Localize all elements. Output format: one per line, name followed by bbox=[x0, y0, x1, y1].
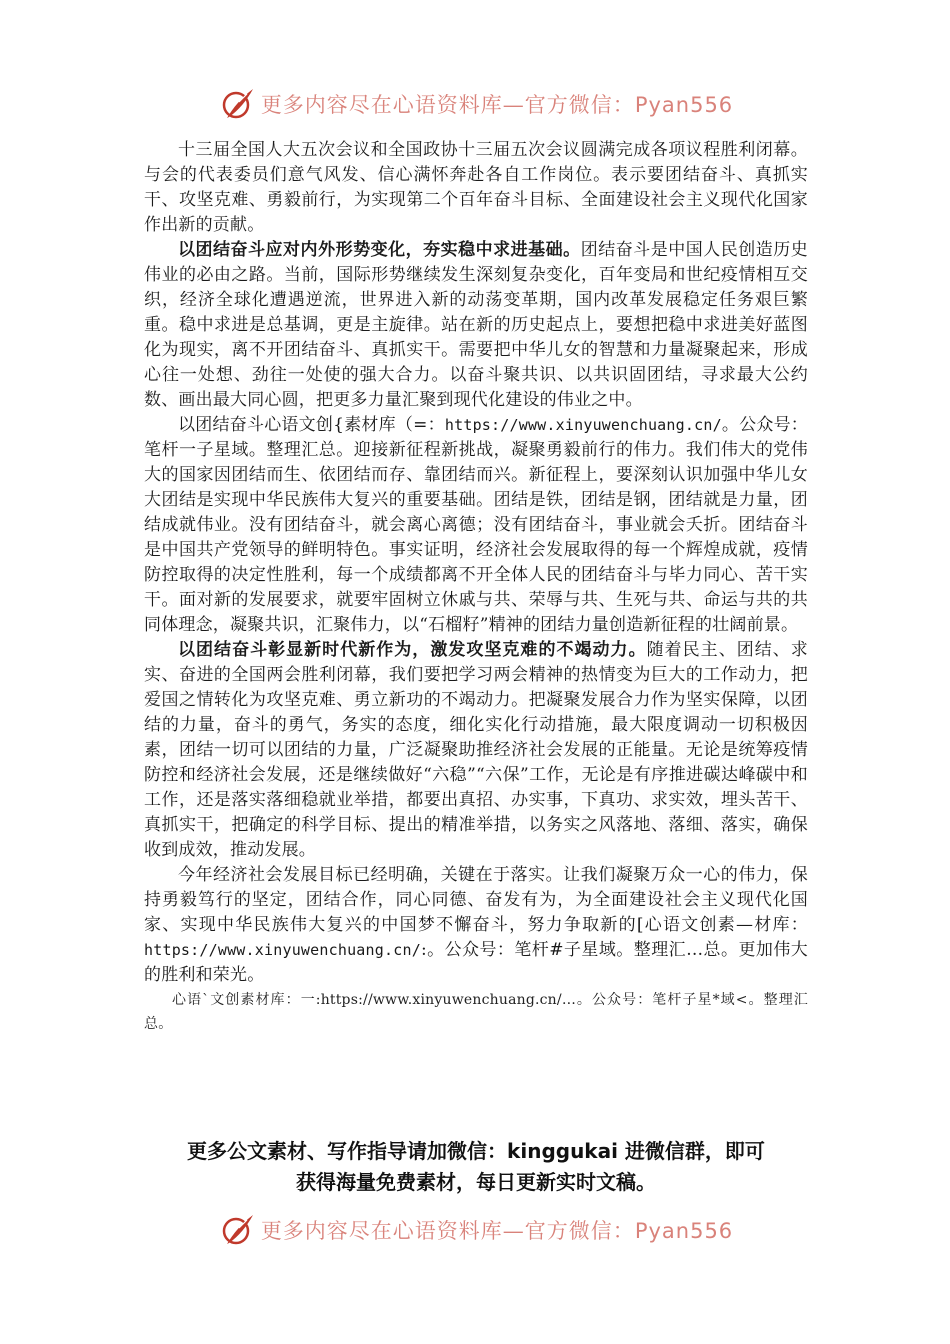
paragraph-2: 以团结奋斗应对内外形势变化，夯实稳中求进基础。团结奋斗是中国人民创造历史伟业的必由之路。当前，国际形势继续发生深刻复杂变化，百年变局和世纪疫情相互交织，经济全球化遭遇逆流，世界进入新的动荡变革期，国内改革发展稳定任务艰巨繁重。稳中求进是总基调，更是主旋律。站在新的历史起点上，要想把稳中求进美好蓝图化为现实，离不开团结奋斗、真抓实干。需要把中华儿女的智慧和力量凝聚起来，形成心往一处想、劲往一处使的强大合力。以奋斗聚共识、以共识固团结，寻求最大公约数、画出最大同心圆，把更多力量汇聚到现代化建设的伟业之中。 bbox=[144, 240, 808, 410]
header-banner bbox=[0, 84, 950, 124]
paragraph-4: 以团结奋斗彰显新时代新作为，激发攻坚克难的不竭动力。随着民主、团结、求实、奋进的全国两会胜利闭幕，我们要把学习两会精神的热情变为巨大的工作动力，把爱国之情转化为攻坚克难、勇立新功的不竭动力。把凝聚发展合力作为坚实保障，以团结的力量，奋斗的勇气，务实的态度，细化实化行动措施，最大限度调动一切积极因素，团结一切可以团结的力量，广泛凝聚助推经济社会发展的正能量。无论是统筹疫情防控和经济社会发展，还是继续做好“六稳”“六保”工作，无论是有序推进碳达峰碳中和工作，还是落实落细稳就业举措，都要出真招、办实事，下真功、求实效，埋头苦干、真抓实干，把确定的科学目标、提出的精准举措，以务实之风落地、落细、落实，确保收到成效，推动发展。 bbox=[144, 640, 808, 860]
quill-pen-logo-icon bbox=[217, 84, 257, 124]
quill-pen-logo-icon bbox=[217, 1210, 257, 1250]
source-url: https://www.xinyuwenchuang.cn/ bbox=[444, 416, 722, 434]
cta-line-1: 更多公文素材、写作指导请加微信：kinggukai 进微信群，即可 bbox=[187, 1139, 765, 1163]
paragraph-5: 今年经济社会发展目标已经明确，关键在于落实。让我们凝聚万众一心的伟力，保持勇毅笃行的坚定，团结合作，同心同德、奋发有为，为全面建设社会主义现代化国家、实现中华民族伟大复兴的中国梦不懈奋斗，努力争取新的[心语文创素—材库：https://www.xinyuwenchuang.cn/:。公众号：笔杆#子星域。整理汇…总。更加伟大的胜利和荣光。 bbox=[144, 865, 808, 985]
paragraph-lead: 以团结奋斗彰显新时代新作为，激发攻坚克难的不竭动力。 bbox=[178, 640, 647, 660]
banner-text: 更多内容尽在心语资料库—官方微信：Pyan556 bbox=[260, 1219, 734, 1243]
paragraph-3: 以团结奋斗心语文创{素材库（=：https://www.xinyuwenchuang.cn/。公众号：笔杆一子星域。整理汇总。迎接新征程新挑战，凝聚勇毅前行的伟力。我们伟大的党伟大的国家因团结而生、依团结而存、靠团结而兴。新征程上，要深刻认识加强中华儿女大团结是实现中华民族伟大复兴的重要基础。团结是铁，团结是钢，团结就是力量，团结成就伟业。没有团结奋斗，就会离心离德；没有团结奋斗，事业就会夭折。团结奋斗是中国共产党领导的鲜明特色。事实证明，经济社会发展取得的每一个辉煌成就，疫情防控取得的决定性胜利，每一个成绩都离不开全体人民的团结奋斗与毕力同心、苦干实干。面对新的发展要求，就要牢固树立休戚与共、荣辱与共、生死与共、命运与共的共同体理念，凝聚共识，汇聚伟力，以“石榴籽”精神的团结力量创造新征程的壮阔前景。 bbox=[144, 415, 809, 635]
source-url: https://www.xinyuwenchuang.cn/ bbox=[144, 941, 421, 959]
paragraph-lead: 以团结奋斗应对内外形势变化，夯实稳中求进基础。 bbox=[178, 240, 581, 260]
article-body bbox=[144, 138, 808, 1036]
call-to-action bbox=[144, 1136, 808, 1198]
cta-line-2: 获得海量免费素材，每日更新实时文稿。 bbox=[296, 1170, 656, 1194]
footer-banner bbox=[0, 1210, 950, 1250]
footnote: 心语`文创素材库：一:https://www.xinyuwenchuang.cn/…。公众号：笔杆子星*域<。整理汇总。 bbox=[144, 992, 808, 1032]
banner-text: 更多内容尽在心语资料库—官方微信：Pyan556 bbox=[260, 93, 734, 117]
paragraph-1: 十三届全国人大五次会议和全国政协十三届五次会议圆满完成各项议程胜利闭幕。与会的代表委员们意气风发、信心满怀奔赴各自工作岗位。表示要团结奋斗、真抓实干、攻坚克难、勇毅前行，为实现第二个百年奋斗目标、全面建设社会主义现代化国家作出新的贡献。 bbox=[144, 140, 808, 235]
